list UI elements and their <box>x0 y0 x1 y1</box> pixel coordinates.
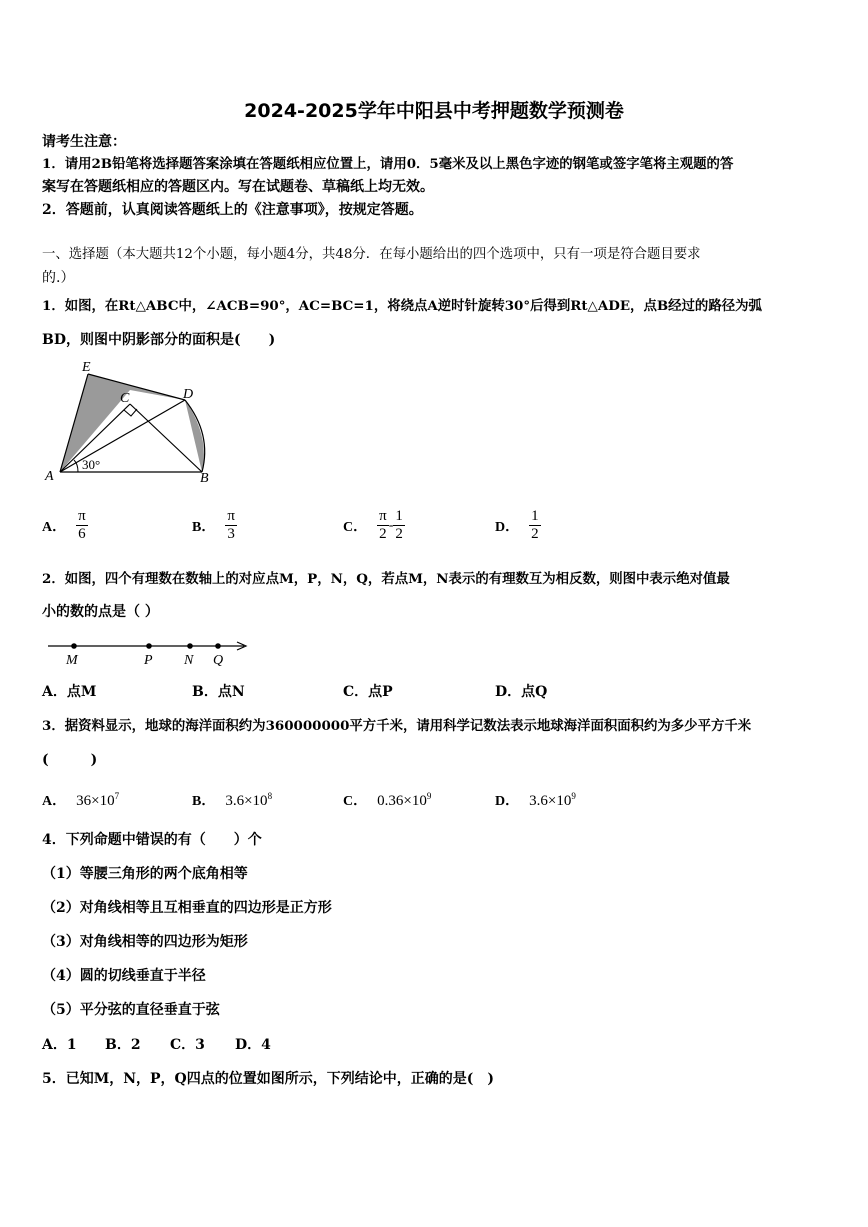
option-label: A． <box>42 794 67 809</box>
q4-item: （1）等腰三角形的两个底角相等 <box>42 866 248 882</box>
sci-value: $3.6\times 10^9$ <box>529 791 576 809</box>
q4-option-c[interactable]: C．3 <box>170 1037 205 1053</box>
section-heading-line-1: 一、选择题（本大题共12个小题，每小题4分，共48分．在每小题给出的四个选项中，只有一项是符合题目要求 <box>42 247 701 262</box>
point-m <box>71 643 77 649</box>
q3-option-b[interactable] <box>192 790 272 810</box>
option-label: A． <box>42 519 67 535</box>
option-label: C． <box>343 794 368 809</box>
section-heading-line-2: 的.） <box>42 270 75 286</box>
q2-option-c[interactable]: C．点P <box>343 684 393 700</box>
fraction: $\frac{\pi}{2}$ <box>379 508 387 542</box>
minus-sign: - <box>388 517 394 533</box>
q1-option-b[interactable] <box>192 508 237 543</box>
option-label: C． <box>343 519 368 535</box>
q4-option-a[interactable]: A．1 <box>42 1037 77 1053</box>
q1-stem-line-2: BD，则图中阴影部分的面积是( ) <box>42 332 276 348</box>
q1-stem-line-1: 1．如图，在Rt△ABC中，∠ACB=90°，AC=BC=1，将绕点A逆时针旋转30°后得到Rt△ADE，点B经过的路径为弧 <box>42 298 762 314</box>
q4-option-d[interactable]: D．4 <box>235 1037 271 1053</box>
q3-stem-line-2: ( ) <box>42 752 98 768</box>
q4-item: （3）对角线相等的四边形为矩形 <box>42 934 248 950</box>
q2-option-a[interactable]: A．点M <box>42 684 97 700</box>
option-label: D． <box>495 519 520 535</box>
fraction: $\frac{1}{2}$ <box>531 508 539 542</box>
q2-option-d[interactable]: D．点Q <box>495 684 548 700</box>
label-e: E <box>82 360 91 375</box>
notice-line-3: 2．答题前，认真阅读答题纸上的《注意事项》，按规定答题。 <box>42 202 423 218</box>
q1-option-a[interactable] <box>42 508 88 543</box>
notice-heading: 请考生注意： <box>42 134 126 150</box>
q4-option-b[interactable]: B．2 <box>105 1037 141 1053</box>
q4-item: （5）平分弦的直径垂直于弦 <box>42 1002 220 1018</box>
label-angle: 30° <box>82 457 101 472</box>
q3-option-c[interactable] <box>343 790 431 810</box>
number-line <box>44 634 254 670</box>
q5-stem: 5．已知M，N，P，Q四点的位置如图所示，下列结论中，正确的是( ) <box>42 1071 495 1087</box>
q3-option-a[interactable] <box>42 790 119 810</box>
sci-value: $0.36\times 10^9$ <box>377 791 432 809</box>
label-n: N <box>184 653 194 668</box>
q4-stem: 4．下列命题中错误的有（ ）个 <box>42 832 262 848</box>
fraction: $\frac{1}{2}$ <box>395 508 403 542</box>
q2-stem-line-2: 小的数的点是（ ） <box>42 604 159 620</box>
label-p: P <box>144 653 153 668</box>
fraction: $\frac{\pi}{6}$ <box>78 508 86 542</box>
notice-line-2: 案写在答题纸相应的答题区内。写在试题卷、草稿纸上均无效。 <box>42 179 434 195</box>
q1-figure <box>40 356 220 486</box>
label-a: A <box>45 469 54 484</box>
option-label: B． <box>192 519 216 535</box>
label-b: B <box>200 471 209 486</box>
option-label: B． <box>192 794 216 809</box>
q3-stem-line-1: 3．据资料显示，地球的海洋面积约为360000000平方千米，请用科学记数法表示地球海洋面积面积约为多少平方千米 <box>42 718 752 734</box>
fraction: $\frac{\pi}{3}$ <box>227 508 235 542</box>
point-n <box>187 643 193 649</box>
option-label: D． <box>495 794 520 809</box>
q2-option-b[interactable]: B．点N <box>192 684 245 700</box>
q2-stem-line-1: 2．如图，四个有理数在数轴上的对应点M，P，N，Q，若点M，N表示的有理数互为相反数，则图中表示绝对值最 <box>42 571 730 587</box>
q1-option-d[interactable] <box>495 508 541 543</box>
page-title: 2024-2025学年中阳县中考押题数学预测卷 <box>244 100 624 122</box>
point-q <box>215 643 221 649</box>
point-p <box>146 643 152 649</box>
q4-item: （2）对角线相等且互相垂直的四边形是正方形 <box>42 900 332 916</box>
label-c: C <box>120 391 130 406</box>
sci-value: $3.6\times 10^8$ <box>225 791 273 809</box>
notice-line-1: 1．请用2B铅笔将选择题答案涂填在答题纸相应位置上，请用0．5毫米及以上黑色字迹的钢笔或签字笔将主观题的答 <box>42 156 734 172</box>
q1-option-c[interactable] <box>343 508 405 543</box>
label-d: D <box>183 387 194 402</box>
q4-item: （4）圆的切线垂直于半径 <box>42 968 206 984</box>
sci-value: $36\times 10^7$ <box>76 791 120 809</box>
q3-option-d[interactable] <box>495 790 576 810</box>
label-m: M <box>66 653 78 668</box>
label-q: Q <box>213 653 224 668</box>
